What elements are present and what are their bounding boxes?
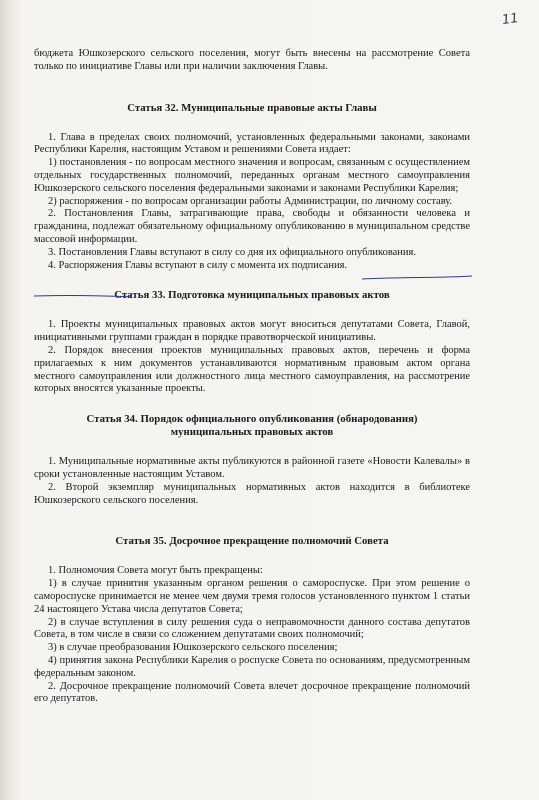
art35-item-4: 4) принятия закона Республики Карелия о роспуске Совета по основаниям, предусмотренным федеральным законом. — [34, 654, 470, 679]
art32-paragraph-2: 2. Постановления Главы, затрагивающие права, свободы и обязанности человека и гражданина, подлежат обязательному официальному опубликованию в муниципальном средстве массовой информации. — [34, 208, 470, 245]
art35-paragraph-2: 2. Досрочное прекращение полномочий Совета влечет досрочное прекращение полномочий его депутатов. — [34, 680, 470, 705]
art32-item-2: 2) распоряжения - по вопросам организации работы Администрации, по личному составу. — [48, 195, 453, 207]
article-32-heading: Статья 32. Муниципальные правовые акты Главы — [127, 101, 377, 114]
article-34-heading-line-2: муниципальных правовых актов — [170, 426, 334, 439]
art32-item-1: 1) постановления - по вопросам местного значения и вопросам, связанным с осуществлением отдельных государственных полномочий, переданных органам местного самоуправления Юшкозерского сельского поселения федеральными законами и законами Республики Карелия; — [34, 157, 470, 194]
art35-paragraph-1: 1. Полномочия Совета могут быть прекращены: — [48, 565, 263, 577]
intro-paragraph: бюджета Юшкозерского сельского поселения, могут быть внесены на рассмотрение Совета только по инициативе Главы или при наличии заключения Главы. — [34, 48, 470, 72]
art32-paragraph-1: 1. Глава в пределах своих полномочий, установленных федеральными законами, законами Республики Карелия, настоящим Уставом и решениями Совета издает: — [34, 131, 470, 156]
art33-paragraph-2: 2. Порядок внесения проектов муниципальных правовых актов, перечень и форма прилагаемых к ним документов устанавливаются нормативным правовым актом органа местного самоуправления или должностного лица местного самоуправления, на рассмотрение которых вносятся указанные проекты. — [34, 344, 470, 395]
document-body — [34, 48, 470, 706]
handwritten-page-number: 11 — [501, 10, 520, 29]
art32-paragraph-4: 4. Распоряжения Главы вступают в силу с момента их подписания. — [48, 259, 348, 271]
art35-item-2: 2) в случае вступления в силу решения суда о неправомочности данного состава депутатов Совета, в том числе в связи со сложением депутатами своих полномочий; — [34, 616, 470, 641]
art34-paragraph-1: 1. Муниципальные нормативные акты публикуются в районной газете «Новости Калевалы» в сроки установленные настоящим Уставом. — [34, 456, 470, 480]
art33-paragraph-1: 1. Проекты муниципальных правовых актов могут вноситься депутатами Совета, Главой, инициативными группами граждан в порядке правотворческой инициативы. — [34, 319, 470, 344]
art32-paragraph-3: 3. Постановления Главы вступают в силу со дня их официального опубликования. — [48, 246, 417, 258]
article-35-heading: Статья 35. Досрочное прекращение полномочий Совета — [115, 535, 389, 548]
art34-paragraph-2: 2. Второй экземпляр муниципальных нормативных актов находится в библиотеке Юшкозерского сельского поселения. — [34, 481, 470, 506]
art35-item-1: 1) в случае принятия указанным органом решения о самороспуске. При этом решение о самороспуске принимается не менее чем двумя тремя голосов установленного пунктом 1 статьи 24 настоящего Устава числа депутатов Совета; — [34, 578, 470, 615]
article-34-heading-line-1: Статья 34. Порядок официального опубликования (обнародования) — [86, 413, 418, 426]
art35-item-3: 3) в случае преобразования Юшкозерского сельского поселения; — [48, 642, 338, 654]
article-33-heading: Статья 33. Подготовка муниципальных правовых актов — [114, 289, 390, 302]
